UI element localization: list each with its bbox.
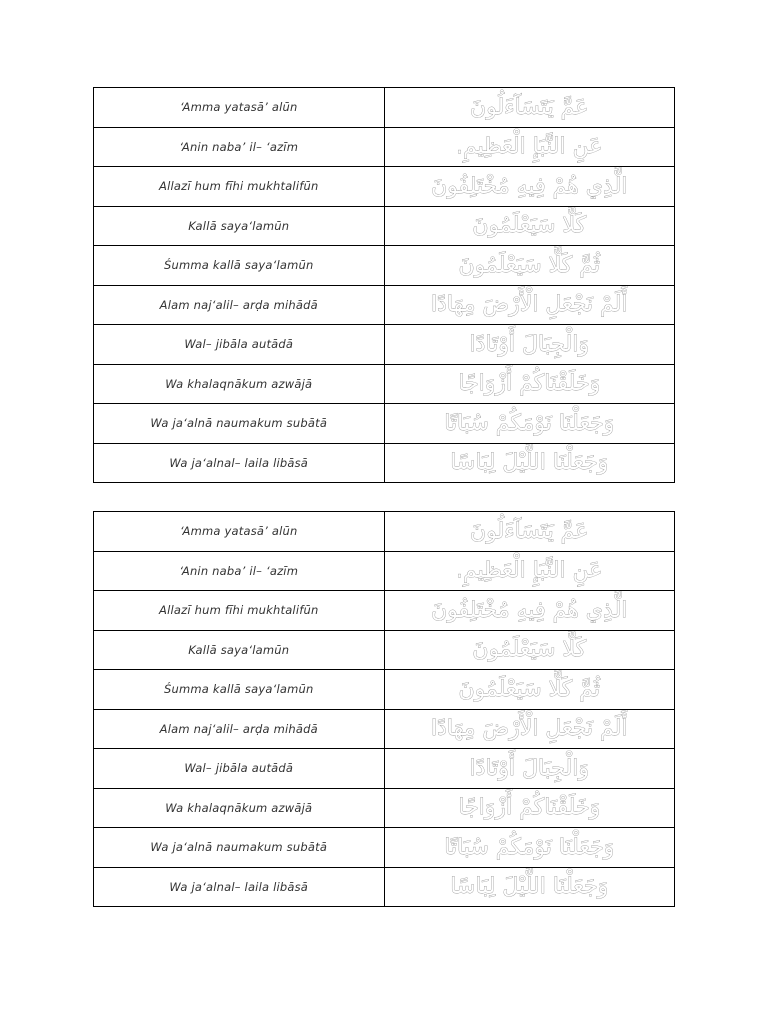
arabic-tracing-cell: وَجَعَلْنَا نَوْمَكُمْ سُبَاتًا — [384, 404, 675, 444]
table-row — [94, 749, 675, 789]
transliteration-cell: Wa ja‘alnā naumakum subātā — [94, 828, 385, 868]
transliteration-cell: ‘Amma yatasā’ alūn — [94, 88, 385, 128]
arabic-tracing-cell: ثُمَّ كَلَّا سَيَعْلَمُونَ — [384, 670, 675, 710]
worksheet-table-1 — [93, 87, 675, 483]
table-row — [94, 709, 675, 749]
transliteration-cell: ‘Amma yatasā’ alūn — [94, 512, 385, 552]
transliteration-cell: Śumma kallā saya‘lamūn — [94, 246, 385, 286]
transliteration-cell: Wa ja‘alnal– laila libāsā — [94, 443, 385, 483]
transliteration-cell: Allazī hum fīhi mukhtalifūn — [94, 591, 385, 631]
arabic-tracing-cell: عَنِ النَّبَإِ الْعَظِيمِ. — [384, 127, 675, 167]
arabic-tracing-cell: وَخَلَقْنَاكُمْ أَزْوَاجًا — [384, 364, 675, 404]
table-row — [94, 127, 675, 167]
transliteration-cell: Alam naj‘alil– arḍa mihādā — [94, 285, 385, 325]
arabic-tracing-cell: عَمَّ يَتَسَآءَلُونَ — [384, 512, 675, 552]
transliteration-cell: Allazī hum fīhi mukhtalifūn — [94, 167, 385, 207]
arabic-tracing-cell: عَنِ النَّبَإِ الْعَظِيمِ. — [384, 551, 675, 591]
transliteration-cell: ‘Anin naba’ il– ‘azīm — [94, 127, 385, 167]
transliteration-cell: Wal– jibāla autādā — [94, 325, 385, 365]
transliteration-cell: Wa ja‘alnal– laila libāsā — [94, 867, 385, 907]
arabic-tracing-cell: أَلَمْ نَجْعَلِ الْأَرْضَ مِهَادًا — [384, 285, 675, 325]
transliteration-cell: ‘Anin naba’ il– ‘azīm — [94, 551, 385, 591]
transliteration-cell: Wa khalaqnākum azwājā — [94, 364, 385, 404]
table-row — [94, 246, 675, 286]
table-row — [94, 88, 675, 128]
table-row — [94, 551, 675, 591]
transliteration-cell: Kallā saya‘lamūn — [94, 206, 385, 246]
arabic-tracing-cell: كَلَّا سَيَعْلَمُونَ — [384, 206, 675, 246]
arabic-tracing-cell: وَجَعَلْنَا نَوْمَكُمْ سُبَاتًا — [384, 828, 675, 868]
arabic-tracing-cell: الَّذِي هُمْ فِيهِ مُخْتَلِفُونَ — [384, 591, 675, 631]
table-row — [94, 630, 675, 670]
arabic-tracing-cell: عَمَّ يَتَسَآءَلُونَ — [384, 88, 675, 128]
table-row — [94, 206, 675, 246]
arabic-tracing-cell: أَلَمْ نَجْعَلِ الْأَرْضَ مِهَادًا — [384, 709, 675, 749]
arabic-tracing-cell: ثُمَّ كَلَّا سَيَعْلَمُونَ — [384, 246, 675, 286]
transliteration-cell: Wa ja‘alnā naumakum subātā — [94, 404, 385, 444]
arabic-tracing-cell: وَجَعَلْنَا اللَّيْلَ لِبَاسًا — [384, 443, 675, 483]
table-row — [94, 364, 675, 404]
arabic-tracing-cell: وَخَلَقْنَاكُمْ أَزْوَاجًا — [384, 788, 675, 828]
arabic-tracing-cell: الَّذِي هُمْ فِيهِ مُخْتَلِفُونَ — [384, 167, 675, 207]
worksheet-table-2 — [93, 511, 675, 907]
table-row — [94, 670, 675, 710]
transliteration-cell: Alam naj‘alil– arḍa mihādā — [94, 709, 385, 749]
table-row — [94, 867, 675, 907]
arabic-tracing-cell: كَلَّا سَيَعْلَمُونَ — [384, 630, 675, 670]
table-row — [94, 828, 675, 868]
table-row — [94, 167, 675, 207]
transliteration-cell: Wal– jibāla autādā — [94, 749, 385, 789]
table-row — [94, 788, 675, 828]
arabic-tracing-cell: وَالْجِبَالَ أَوْتَادًا — [384, 325, 675, 365]
table-row — [94, 285, 675, 325]
table-row — [94, 512, 675, 552]
table-row — [94, 404, 675, 444]
arabic-tracing-cell: وَجَعَلْنَا اللَّيْلَ لِبَاسًا — [384, 867, 675, 907]
table-row — [94, 443, 675, 483]
table-row — [94, 325, 675, 365]
arabic-tracing-cell: وَالْجِبَالَ أَوْتَادًا — [384, 749, 675, 789]
table-row — [94, 591, 675, 631]
transliteration-cell: Kallā saya‘lamūn — [94, 630, 385, 670]
transliteration-cell: Wa khalaqnākum azwājā — [94, 788, 385, 828]
transliteration-cell: Śumma kallā saya‘lamūn — [94, 670, 385, 710]
